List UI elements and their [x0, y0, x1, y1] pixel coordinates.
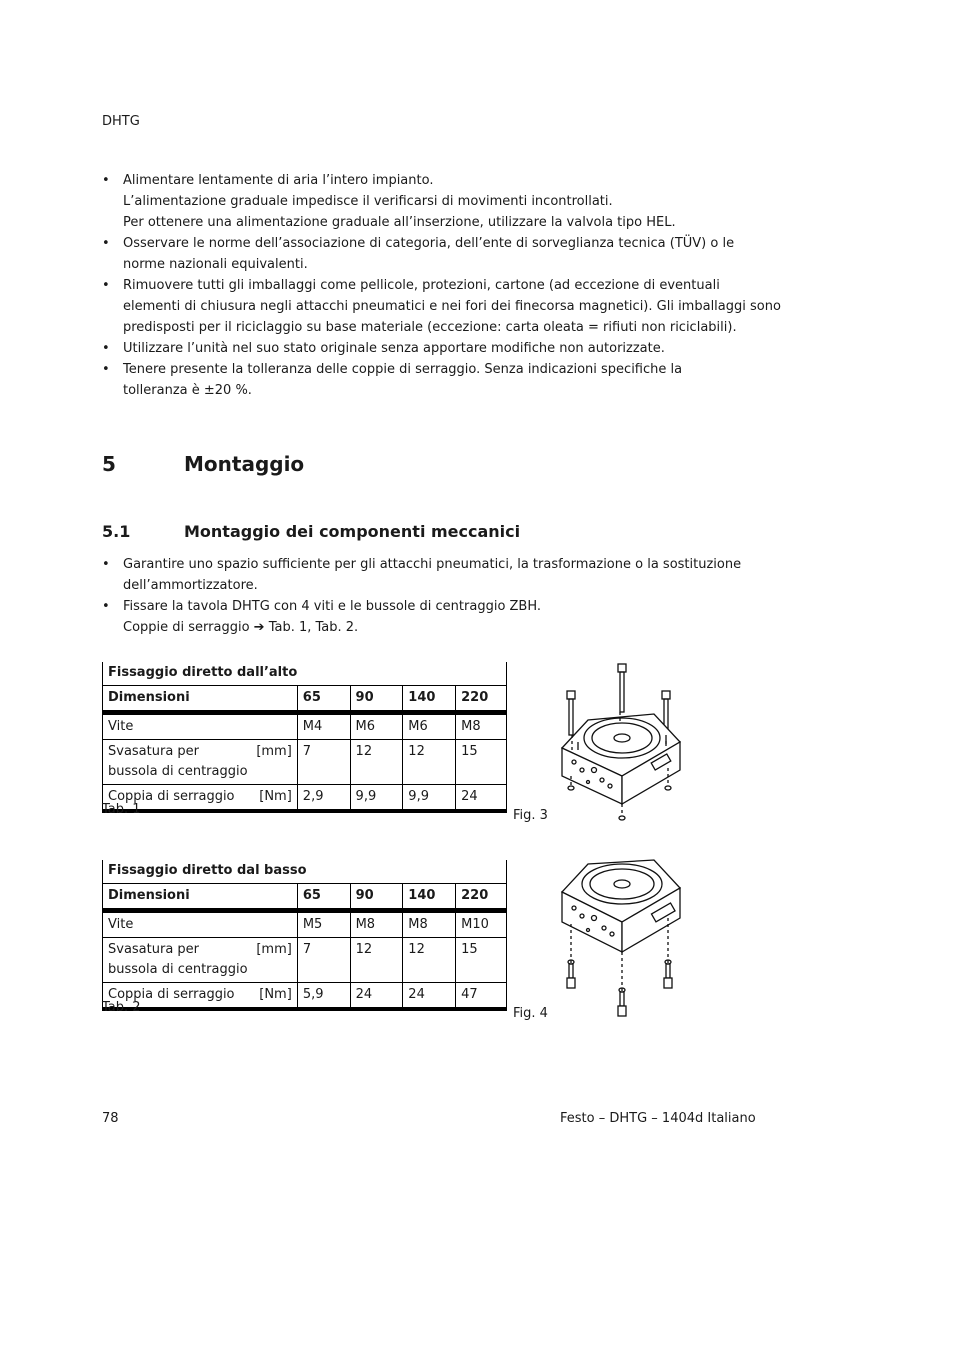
list-item [102, 359, 752, 401]
table-fissaggio-alto [102, 662, 507, 813]
bullet-line: Per ottenere una alimentazione graduale all’inserzione, utilizzare la valvola tipo HEL. [123, 215, 676, 230]
table-cell: 15 [456, 740, 507, 785]
table-cell: M6 [403, 713, 456, 740]
table-title: Fissaggio diretto dall’alto [103, 662, 507, 686]
figure-bottom-mounting-drawing [548, 852, 700, 1024]
subsection-bullet-list [102, 554, 752, 638]
row-label-line: Svasatura per [108, 744, 200, 759]
table-caption: Tab. 1 [102, 802, 141, 817]
bullet-line: Utilizzare l’unità nel suo stato originale senza apportare modifiche non autorizzate. [123, 341, 665, 356]
bullet-marker: • [102, 278, 110, 293]
row-label-line: Coppia di serraggio [108, 789, 235, 804]
table-cell: 24 [403, 983, 456, 1010]
page-number: 78 [102, 1111, 119, 1126]
document-footer: Festo – DHTG – 1404d Italiano [560, 1111, 756, 1126]
list-item [102, 596, 752, 638]
subsection-heading [102, 522, 520, 541]
bullet-line: L’alimentazione graduale impedisce il verificarsi di movimenti incontrollati. [123, 194, 613, 209]
bullet-marker: • [102, 341, 110, 356]
unit-label: [Nm] [259, 987, 292, 1002]
figure-top-mounting-drawing [548, 658, 700, 826]
bullet-line: Fissare la tavola DHTG con 4 viti e le bussole di centraggio ZBH. [123, 599, 542, 614]
bullet-line: Rimuovere tutti gli imballaggi come pellicole, protezioni, cartone (ad eccezione di eventuali [123, 278, 720, 293]
table-cell: 12 [350, 938, 403, 983]
table-cell: 47 [456, 983, 507, 1010]
bullet-marker: • [102, 236, 110, 251]
unit-label: [mm] [256, 744, 292, 759]
row-label [103, 938, 298, 983]
column-header: Dimensioni [103, 884, 298, 911]
list-item [102, 338, 752, 359]
table-cell: 12 [350, 740, 403, 785]
table-cell: M5 [297, 911, 350, 938]
bullet-line: Alimentare lentamente di aria l’intero impianto. [123, 173, 434, 188]
column-header: 90 [350, 884, 403, 911]
table-cell: 24 [350, 983, 403, 1010]
table-cell: 9,9 [350, 785, 403, 812]
table-row [103, 740, 507, 785]
table-cell: 12 [403, 938, 456, 983]
row-label [103, 740, 298, 785]
table-row [103, 911, 507, 938]
bullet-line: Tenere presente la tolleranza delle coppie di serraggio. Senza indicazioni specifiche la [123, 362, 683, 377]
table-cell: 24 [456, 785, 507, 812]
unit-label: [mm] [256, 942, 292, 957]
bullet-line: tolleranza è ±20 %. [123, 383, 252, 398]
bullet-line: Coppie di serraggio ➔ Tab. 1, Tab. 2. [123, 620, 359, 635]
bullet-line: elementi di chiusura negli attacchi pneumatici e nei fori dei finecorsa magnetici). Gli imballaggi sono [123, 299, 781, 314]
table-cell: 7 [297, 740, 350, 785]
table-cell: M10 [456, 911, 507, 938]
column-header: 65 [297, 686, 350, 713]
list-item [102, 554, 752, 596]
list-item [102, 170, 752, 233]
table-cell: M8 [403, 911, 456, 938]
bullet-line: dell’ammortizzatore. [123, 578, 258, 593]
column-header: 140 [403, 686, 456, 713]
table-cell: 7 [297, 938, 350, 983]
bullet-line: predisposti per il riciclaggio su base materiale (eccezione: carta oleata = rifiuti non riciclabili). [123, 320, 737, 335]
table-cell: M8 [350, 911, 403, 938]
table-fissaggio-basso [102, 860, 507, 1011]
list-item [102, 275, 781, 338]
row-label: Vite [103, 911, 298, 938]
bullet-marker: • [102, 599, 110, 614]
table-cell: 2,9 [297, 785, 350, 812]
table-title: Fissaggio diretto dal basso [103, 860, 507, 884]
intro-bullet-list [102, 170, 781, 401]
table-cell: 15 [456, 938, 507, 983]
bullet-line: Osservare le norme dell’associazione di categoria, dell’ente di sorveglianza tecnica (TÜV) o le [123, 236, 735, 251]
table-row [103, 938, 507, 983]
column-header: 220 [456, 686, 507, 713]
subsection-number: 5.1 [102, 522, 131, 541]
table-cell: 12 [403, 740, 456, 785]
table-row [103, 983, 507, 1010]
table-header-row [103, 686, 507, 713]
section-title: Montaggio [184, 452, 305, 476]
row-label-line: Svasatura per [108, 942, 200, 957]
unit-label: [Nm] [259, 789, 292, 804]
section-heading [102, 452, 304, 476]
bullet-marker: • [102, 173, 110, 188]
figure-caption: Fig. 4 [513, 1006, 548, 1021]
row-label-line: Coppia di serraggio [108, 987, 235, 1002]
table-header-row [103, 884, 507, 911]
subsection-title: Montaggio dei componenti meccanici [184, 522, 521, 541]
table-cell: M6 [350, 713, 403, 740]
table-cell: M8 [456, 713, 507, 740]
column-header: 140 [403, 884, 456, 911]
bullet-line: norme nazionali equivalenti. [123, 257, 308, 272]
row-label-line: bussola di centraggio [108, 764, 248, 779]
column-header: 90 [350, 686, 403, 713]
figure-caption: Fig. 3 [513, 808, 548, 823]
row-label: Vite [103, 713, 298, 740]
bullet-marker: • [102, 557, 110, 572]
column-header: 65 [297, 884, 350, 911]
table-cell: M4 [297, 713, 350, 740]
section-number: 5 [102, 452, 116, 476]
table-cell: 9,9 [403, 785, 456, 812]
table-row [103, 713, 507, 740]
table-caption: Tab. 2 [102, 1000, 141, 1015]
bullet-marker: • [102, 362, 110, 377]
table-cell: 5,9 [297, 983, 350, 1010]
list-item [102, 233, 752, 275]
running-header: DHTG [102, 114, 140, 129]
column-header: 220 [456, 884, 507, 911]
row-label-line: bussola di centraggio [108, 962, 248, 977]
table-row [103, 785, 507, 812]
bullet-line: Garantire uno spazio sufficiente per gli attacchi pneumatici, la trasformazione o la sostituzione [123, 557, 742, 572]
column-header: Dimensioni [103, 686, 298, 713]
